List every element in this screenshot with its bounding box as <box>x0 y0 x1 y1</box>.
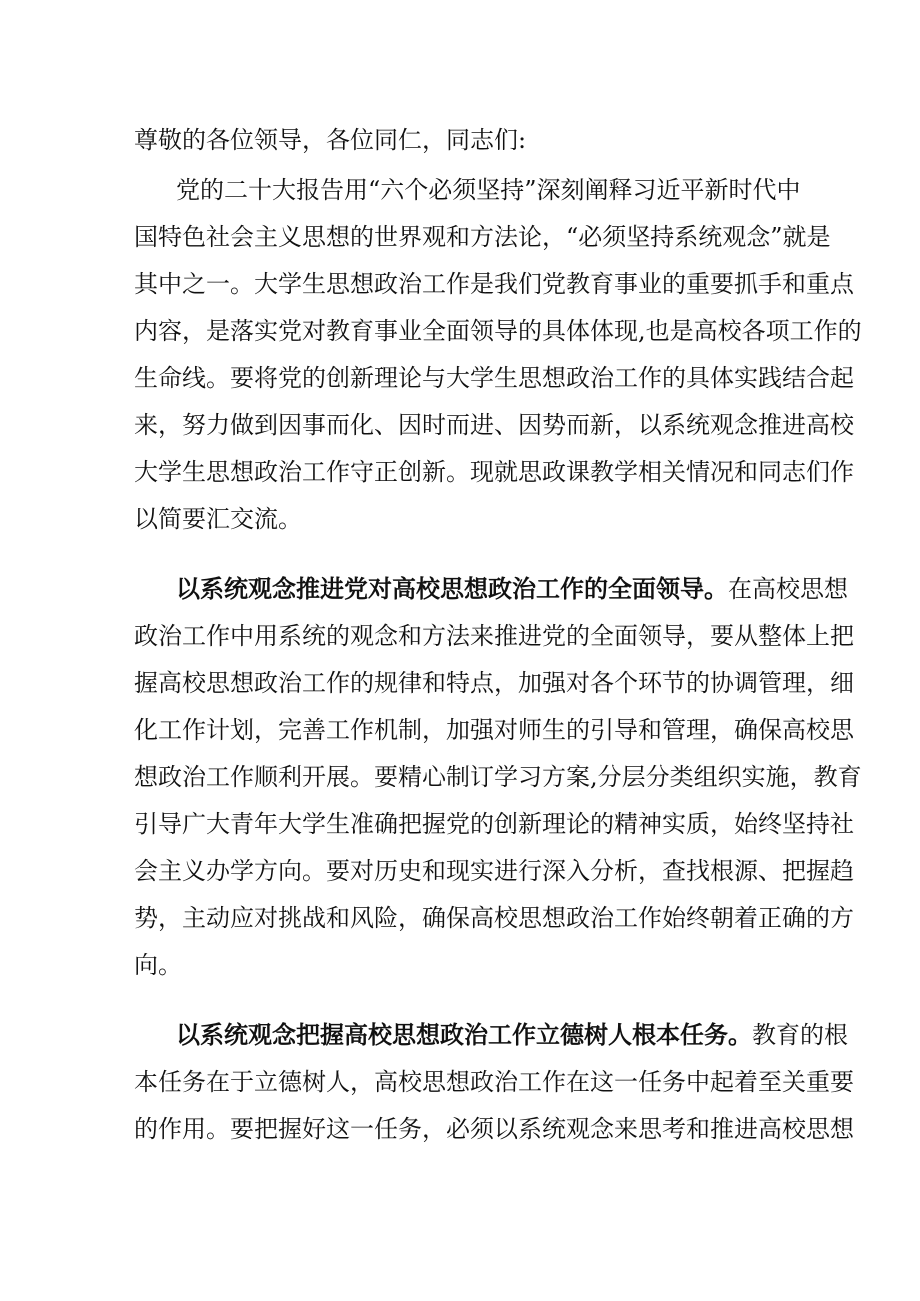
section1-line: 政治工作中用系统的观念和方法来推进党的全面领导，要从整体上把 <box>134 622 854 650</box>
section1-line: 引导广大青年大学生准确把握党的创新理论的精神实质，始终坚持社 <box>134 810 854 838</box>
section1-first-line-rest: 在高校思想 <box>728 575 848 603</box>
section2-line: 的作用。要把握好这一任务，必须以系统观念来思考和推进高校思想 <box>134 1115 854 1143</box>
section1-line: 会主义办学方向。要对历史和现实进行深入分析，查找根源、把握趋 <box>134 857 854 885</box>
intro-line: 来，努力做到因事而化、因时而进、因势而新，以系统观念推进高校 <box>134 411 854 439</box>
intro-line: 以简要汇交流。 <box>134 505 302 533</box>
intro-line: 其中之一。大学生思想政治工作是我们党教育事业的重要抓手和重点 <box>134 270 854 298</box>
section2-line: 本任务在于立德树人，高校思想政治工作在这一任务中起着至关重要 <box>134 1068 854 1096</box>
intro-line: 党的二十大报告用“六个必须坚持”深刻阐释习近平新时代中 <box>176 176 801 204</box>
section1-line: 握高校思想政治工作的规律和特点，加强对各个环节的协调管理，细 <box>134 669 854 697</box>
intro-line: 大学生思想政治工作守正创新。现就思政课教学相关情况和同志们作 <box>134 458 854 486</box>
section1-heading: 以系统观念推进党对高校思想政治工作的全面领导。 <box>176 574 728 603</box>
section1-first-line <box>176 573 848 605</box>
section1-line: 势，主动应对挑战和风险，确保高校思想政治工作始终朝着正确的方 <box>134 904 854 932</box>
intro-line: 生命线。要将党的创新理论与大学生思想政治工作的具体实践结合起 <box>134 364 854 392</box>
intro-line: 内容，是落实党对教育事业全面领导的具体体现,也是高校各项工作的 <box>134 317 862 345</box>
section1-line: 向。 <box>134 951 182 979</box>
salutation: 尊敬的各位领导，各位同仁，同志们: <box>134 126 527 154</box>
section1-line: 化工作计划，完善工作机制，加强对师生的引导和管理，确保高校思 <box>134 716 854 744</box>
intro-line: 国特色社会主义思想的世界观和方法论，“必须坚持系统观念”就是 <box>134 223 831 251</box>
section1-line: 想政治工作顺利开展。要精心制订学习方案,分层分类组织实施，教育 <box>134 763 862 791</box>
section2-first-line <box>176 1019 848 1051</box>
section2-first-line-rest: 教育的根 <box>752 1021 848 1049</box>
section2-heading: 以系统观念把握高校思想政治工作立德树人根本任务。 <box>176 1020 752 1049</box>
